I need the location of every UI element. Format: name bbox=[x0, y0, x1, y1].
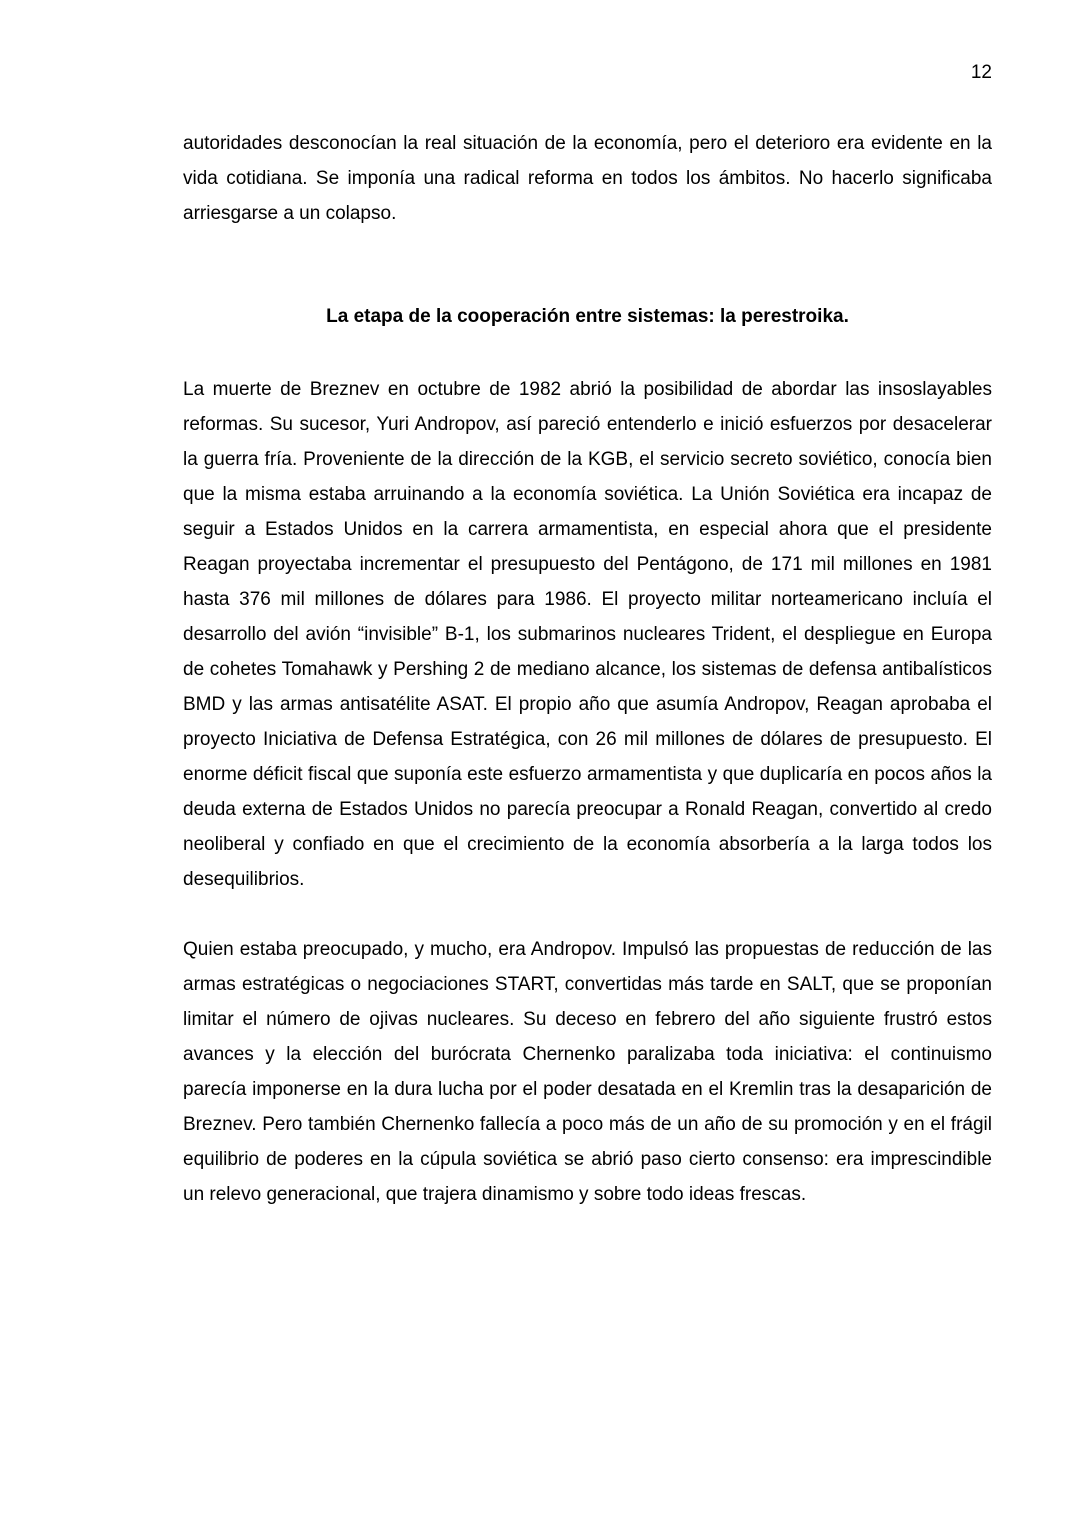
page-content bbox=[183, 126, 992, 1212]
paragraph-start-salt: Quien estaba preocupado, y mucho, era Andropov. Impulsó las propuestas de reducción de las armas estratégicas o negociaciones START, convertidas más tarde en SALT, que se proponían limitar el número de ojivas nucleares. Su deceso en febrero del año siguiente frustró estos avances y la elección del burócrata Chernenko paralizaba toda iniciativa: el continuismo parecía imponerse en la dura lucha por el poder desatada en el Kremlin tras la desaparición de Breznev. Pero también Chernenko fallecía a poco más de un año de su promoción y en el frágil equilibrio de poderes en la cúpula soviética se abrió paso cierto consenso: era imprescindible un relevo generacional, que trajera dinamismo y sobre todo ideas frescas. bbox=[183, 939, 992, 1205]
page-number: 12 bbox=[970, 62, 992, 83]
section-heading: La etapa de la cooperación entre sistemas: la perestroika. bbox=[326, 306, 849, 327]
paragraph-breznev-andropov: La muerte de Breznev en octubre de 1982 abrió la posibilidad de abordar las insoslayables reformas. Su sucesor, Yuri Andropov, así pareció entenderlo e inició esfuerzos por desacelerar la guerra fría. Proveniente de la dirección de la KGB, el servicio secreto soviético, conocía bien que la misma estaba arruinando a la economía soviética. La Unión Soviética era incapaz de seguir a Estados Unidos en la carrera armamentista, en especial ahora que el presidente Reagan proyectaba incrementar el presupuesto del Pentágono, de 171 mil millones en 1981 hasta 376 mil millones de dólares para 1986. El proyecto militar norteamericano incluía el desarrollo del avión “invisible” B-1, los submarinos nucleares Trident, el despliegue en Europa de cohetes Tomahawk y Pershing 2 de mediano alcance, los sistemas de defensa antibalísticos BMD y las armas antisatélite ASAT. El propio año que asumía Andropov, Reagan aprobaba el proyecto Iniciativa de Defensa Estratégica, con 26 mil millones de dólares de presupuesto. El enorme déficit fiscal que suponía este esfuerzo armamentista y que duplicaría en pocos años la deuda externa de Estados Unidos no parecía preocupar a Ronald Reagan, convertido al credo neoliberal y confiado en que el crecimiento de la economía absorbería a la larga todos los desequilibrios. bbox=[183, 379, 992, 890]
paragraph-intro: autoridades desconocían la real situación de la economía, pero el deterioro era evidente en la vida cotidiana. Se imponía una radical reforma en todos los ámbitos. No hacerlo significaba arriesgarse a un colapso. bbox=[183, 133, 992, 224]
